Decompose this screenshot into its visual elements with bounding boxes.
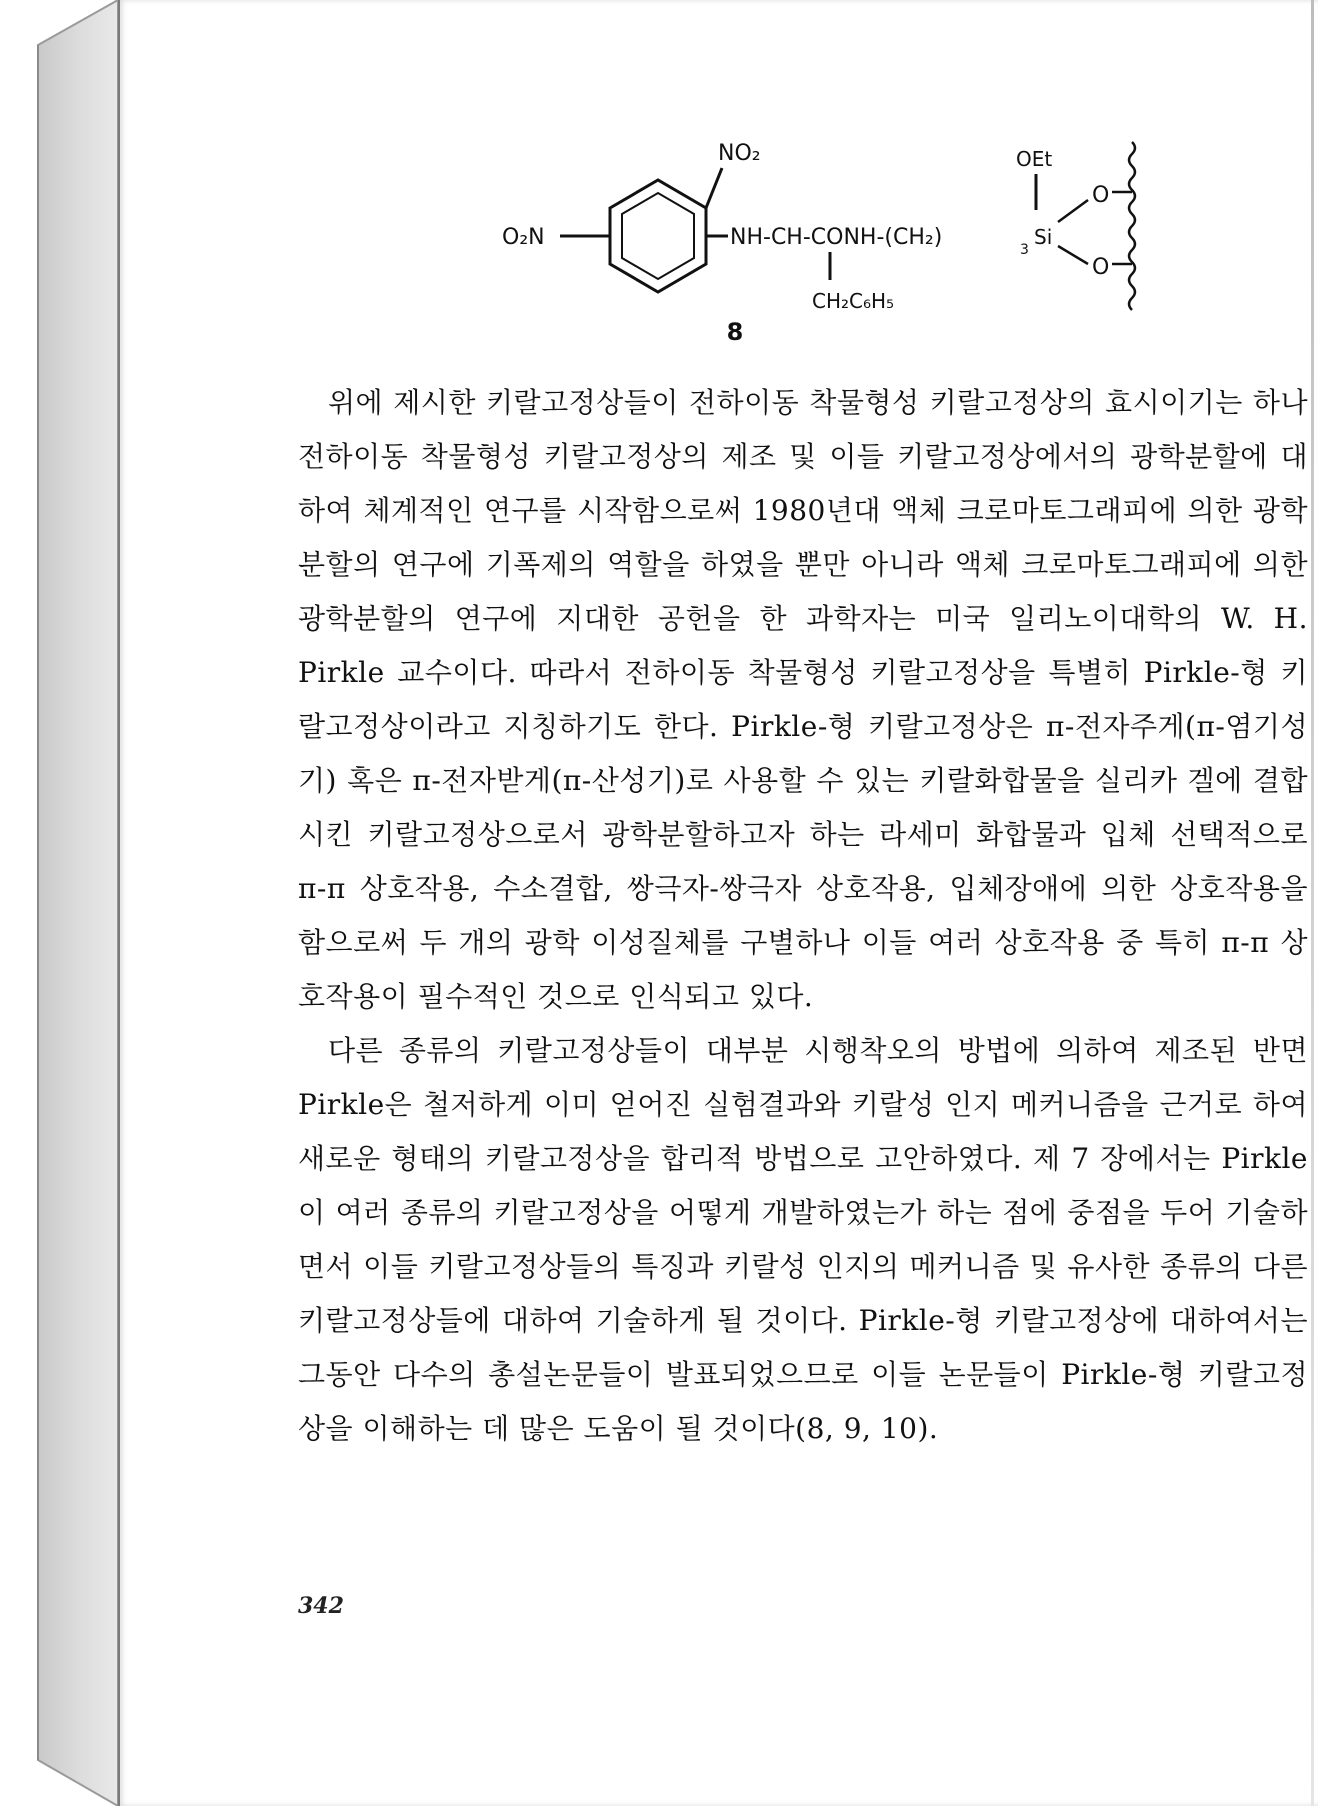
no2-label: NO₂ — [718, 141, 761, 166]
subscript-3-label: 3 — [1020, 242, 1029, 258]
silica-surface-wavy-line — [1129, 142, 1135, 310]
o2n-label: O₂N — [502, 225, 545, 250]
benzyl-label: CH₂C₆H₅ — [812, 289, 895, 313]
benzene-ring — [610, 180, 706, 292]
page-number: 342 — [298, 1593, 344, 1619]
chemical-structure-diagram — [460, 130, 1180, 360]
paragraph-1: 위에 제시한 키랄고정상들이 전하이동 착물형성 키랄고정상의 효시이기는 하나 전하이동 착물형성 키랄고정상의 제조 및 이들 키랄고정상에서의 광학분할에 대하여 체계적인 연구를 시작함으로써 1980년대 액체 크로마토그래피에 의한 광학분할의 연구에 기폭제의 역할을 하였을 뿐만 아니라 액체 크로마토그래피에 의한 광학분할의 연구에 지대한 공헌을 한 과학자는 미국 일리노이대학의 W. H. Pirkle 교수이다. 따라서 전하이동 착물형성 키랄고정상을 특별히 Pirkle-형 키랄고정상이라고 지칭하기도 한다. Pirkle-형 키랄고정상은 π-전자주게(π-염기성기) 혹은 π-전자받게(π-산성기)로 사용할 수 있는 키랄화합물을 실리카 겔에 결합시킨 키랄고정상으로서 광학분할하고자 하는 라세미 화합물과 입체 선택적으로 π-π 상호작용, 수소결합, 쌍극자-쌍극자 상호작용, 입체장애에 의한 상호작용을 함으로써 두 개의 광학 이성질체를 구별하나 이들 여러 상호작용 중 특히 π-π 상호작용이 필수적인 것으로 인식되고 있다. — [298, 386, 1308, 1013]
oxygen-lower-label: O — [1092, 255, 1110, 280]
paragraph-2: 다른 종류의 키랄고정상들이 대부분 시행착오의 방법에 의하여 제조된 반면 Pirkle은 철저하게 이미 얻어진 실험결과와 키랄성 인지 메커니즘을 근거로 하여 새로운 형태의 키랄고정상을 합리적 방법으로 고안하였다. 제 7 장에서는 Pirkle이 여러 종류의 키랄고정상을 어떻게 개발하였는가 하는 점에 중점을 두어 기술하면서 이들 키랄고정상들의 특징과 키랄성 인지의 메커니즘 및 유사한 종류의 다른 키랄고정상들에 대하여 기술하게 될 것이다. Pirkle-형 키랄고정상에 대하여서는 그동안 다수의 총설논문들이 발표되었으므로 이들 논문들이 Pirkle-형 키랄고정상을 이해하는 데 많은 도움이 될 것이다(8, 9, 10). — [298, 1034, 1308, 1445]
compound-number: 8 — [726, 318, 744, 346]
oxygen-upper-label: O — [1092, 183, 1110, 208]
body-text — [298, 376, 1308, 1456]
si-label: Si — [1034, 225, 1053, 249]
book-page — [118, 0, 1318, 1806]
page-right-edge — [1311, 0, 1314, 1806]
oet-label: OEt — [1016, 147, 1053, 171]
chain-label: NH-CH-CONH-(CH₂) — [730, 225, 943, 250]
